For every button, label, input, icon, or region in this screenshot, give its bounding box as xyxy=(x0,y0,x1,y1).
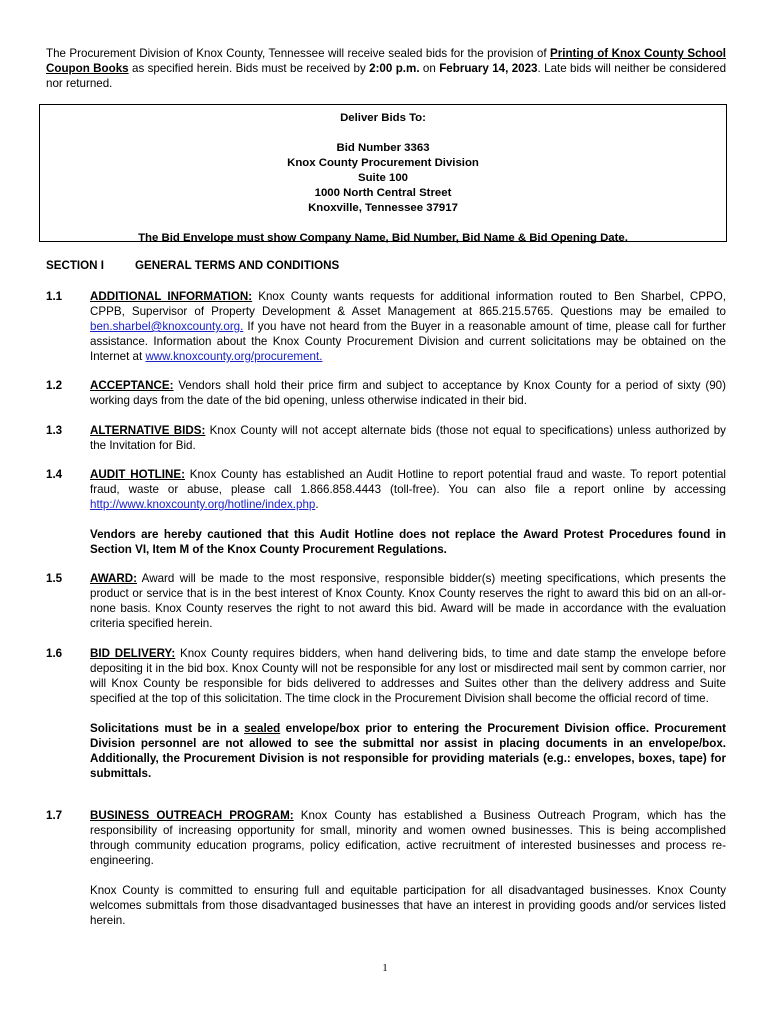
intro-text: The Procurement Division of Knox County, Tennessee will receive sealed bids for the provision of xyxy=(46,47,550,60)
notice-text: envelope/box prior to entering the Procurement Division office. Procurement Division personnel are not allowed to see the submittal nor assist in placing documents in an envelope/box. Additionally, the Procurement Division is not responsible for providing materials (e.g.: envelopes, boxes, tape) for submittals. xyxy=(90,722,727,780)
deliver-bids-box xyxy=(39,104,727,242)
clause-title: AWARD: xyxy=(90,572,138,585)
clause-number: 1.4 xyxy=(46,468,63,481)
clause-1-6 xyxy=(46,646,726,781)
deliver-heading: Deliver Bids To: xyxy=(340,112,426,124)
clause-text: Knox County has established an Audit Hotline to report potential fraud and waste. To report potential fraud, waste or abuse, please call 1.866.858.4443 (toll-free). You can also file a report online by accessing xyxy=(90,468,726,496)
hotline-caution: Vendors are hereby cautioned that this Audit Hotline does not replace the Award Protest Procedures found in Section VI, Item M of the Knox County Procurement Regulations. xyxy=(90,528,726,556)
clause-title: BUSINESS OUTREACH PROGRAM: xyxy=(90,809,294,822)
intro-text: . Late bids will neither be considered nor returned. xyxy=(46,62,727,90)
section-heading xyxy=(46,259,340,272)
clause-title: ACCEPTANCE: xyxy=(90,379,174,392)
clause-text: . xyxy=(315,498,319,511)
clause-number: 1.2 xyxy=(46,379,63,392)
section-title: GENERAL TERMS AND CONDITIONS xyxy=(135,259,340,272)
clause-text: Knox County will not accept alternate bids (those not equal to specifications) unless authorized by the Invitation for Bid. xyxy=(90,424,726,452)
clause-title: AUDIT HOTLINE: xyxy=(90,468,185,481)
clause-1-4 xyxy=(46,467,726,557)
clause-text: Knox County requires bidders, when hand delivering bids, to time and date stamp the envelope before depositing it in the bid box. Knox County will not be responsible for any lost or misdirected mail sent by common carrier, nor will Knox County be responsible for bids delivered to addresses and Suites other than the delivery address and Suite specified at the top of this solicitation. The time clock in the Procurement Division shall become the official record of time. xyxy=(90,647,726,705)
address-line: Suite 100 xyxy=(357,172,409,184)
address-line: Knox County Procurement Division xyxy=(287,157,479,169)
clause-text: Vendors shall hold their price firm and subject to acceptance by Knox County for a period of sixty (90) working days from the date of the bid opening, unless otherwise indicated in their bid. xyxy=(90,379,726,407)
page-number: 1 xyxy=(382,962,388,974)
clause-number: 1.3 xyxy=(46,424,63,437)
clause-title: BID DELIVERY: xyxy=(90,647,176,660)
clause-number: 1.1 xyxy=(46,290,63,303)
email-link[interactable]: ben.sharbel@knoxcounty.org. xyxy=(90,320,244,333)
outreach-commitment: Knox County is committed to ensuring full and equitable participation for all disadvantaged businesses. Knox County welcomes submittals from those disadvantaged businesses that have an interest in providing goods and/or services listed herein. xyxy=(90,884,726,927)
address-line: Knoxville, Tennessee 37917 xyxy=(308,202,458,214)
envelope-note: The Bid Envelope must show Company Name, Bid Number, Bid Name & Bid Opening Date. xyxy=(138,232,628,244)
clause-title: ADDITIONAL INFORMATION: xyxy=(90,290,253,303)
procurement-link[interactable]: www.knoxcounty.org/procurement. xyxy=(145,350,323,363)
deadline-time: 2:00 p.m. xyxy=(369,62,420,75)
clause-number: 1.6 xyxy=(46,647,63,660)
bid-number: Bid Number 3363 xyxy=(336,142,430,154)
clause-text: If you have not heard from the Buyer in a reasonable amount of time, please call for further assistance. Information about the Knox County Procurement Division and current solicitations may be obtained on the Internet at xyxy=(90,320,726,363)
clause-1-3 xyxy=(46,423,726,453)
clause-1-1 xyxy=(46,289,726,364)
clause-1-7 xyxy=(46,808,726,928)
clause-title: ALTERNATIVE BIDS: xyxy=(90,424,206,437)
bid-subject: Printing of Knox County School Coupon Books xyxy=(46,47,726,75)
clause-1-5 xyxy=(46,571,726,631)
clause-number: 1.7 xyxy=(46,809,63,822)
notice-text: Solicitations must be in a xyxy=(90,722,245,735)
sealed-word: sealed xyxy=(244,722,281,735)
intro-text: as specified herein. Bids must be received by xyxy=(128,62,370,75)
clause-text: Knox County has established a Business Outreach Program, which has the responsibility of increasing opportunity for small, minority and women owned businesses. This is being accomplished through community education programs, policy edification, active recruitment of interested businesses and process re-engineering. xyxy=(90,809,726,867)
sealed-notice xyxy=(90,721,726,781)
clause-text: Knox County wants requests for additional information routed to Ben Sharbel, CPPO, CPPB, Supervisor of Property Development & Asset Management at 865.215.5765. Questions may be emailed to xyxy=(90,290,726,318)
intro-paragraph xyxy=(46,46,726,91)
deadline-date: February 14, 2023 xyxy=(439,62,538,75)
hotline-link[interactable]: http://www.knoxcounty.org/hotline/index.php xyxy=(90,498,316,511)
clause-1-2 xyxy=(46,378,726,408)
address-line: 1000 North Central Street xyxy=(314,187,452,199)
clause-text: Award will be made to the most responsive, responsible bidder(s) meeting specifications, which presents the product or service that is in the best interest of Knox County. Knox County reserves the right to award this bid on an all-or-none basis. Knox County reserves the right to not award this bid. Award will be made in accordance with the evaluation criteria specified herein. xyxy=(90,572,726,630)
clause-number: 1.5 xyxy=(46,572,63,585)
section-number: SECTION I xyxy=(46,259,104,272)
intro-text: on xyxy=(419,62,440,75)
